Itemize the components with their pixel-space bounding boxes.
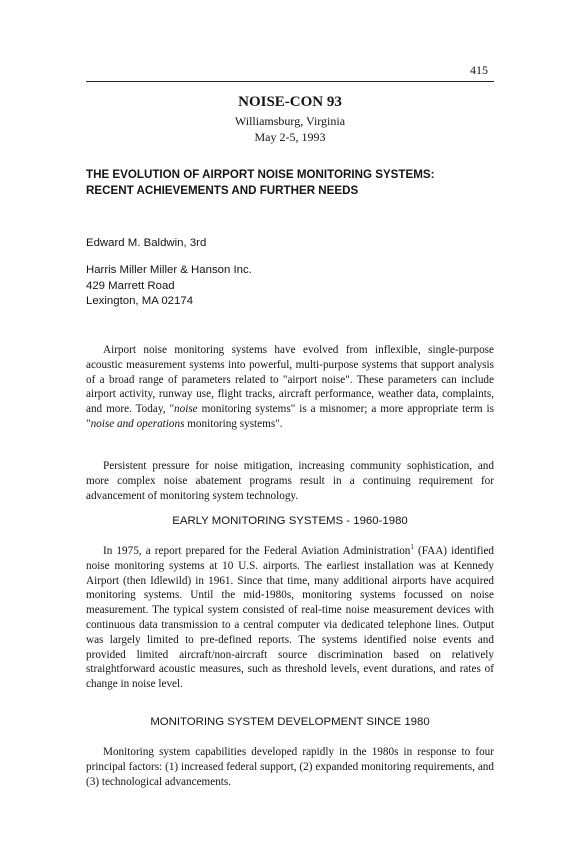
page-number: 415 <box>470 63 488 77</box>
paragraph-1-italic-noise: noise <box>174 403 198 416</box>
abstract-paragraph-1 <box>86 343 494 432</box>
affiliation-city: Lexington, MA 02174 <box>86 295 194 308</box>
section-heading-development: MONITORING SYSTEM DEVELOPMENT SINCE 1980 <box>150 716 430 728</box>
footnote-marker: 1 <box>410 543 414 551</box>
author-affiliation <box>86 263 252 310</box>
paragraph-1-mid: monitoring systems" is a misnomer; a more appropriate term is " <box>86 403 495 430</box>
section-heading-early-systems: EARLY MONITORING SYSTEMS - 1960-1980 <box>172 515 408 527</box>
paper-title <box>86 167 486 199</box>
conference-location: Williamsburg, Virginia <box>234 114 346 128</box>
paragraph-3-tail: (FAA) identified noise monitoring systems at 10 U.S. airports. The earliest installation was at Kennedy Airport (then Idlewild) in 1961. Since that time, many additional airports have acquired monitoring systems. Until the mid-1980s, monitoring systems focussed on noise measurement. The typical system consisted of real-time noise measurement devices with continuous data transmission to a central computer via dedicated telephone lines. Output was largely limited to pre-defined reports. The systems identified noise events and provided limited aircraft/non-aircraft source discrimination based on relatively straightforward acoustic measures, such as threshold levels, event durations, and rates of change in noise level. <box>86 545 495 691</box>
header-rule <box>86 81 494 82</box>
paragraph-3-lead: In 1975, a report prepared for the Federal Aviation Administration <box>103 545 411 557</box>
conference-name: NOISE-CON 93 <box>238 94 342 110</box>
paragraph-1-tail: monitoring systems". <box>184 417 283 430</box>
paragraph-1-italic-term: noise and operations <box>90 417 185 430</box>
paper-title-line-1: THE EVOLUTION OF AIRPORT NOISE MONITORING SYSTEMS: <box>86 168 435 181</box>
body-paragraph-early-systems <box>86 544 494 692</box>
abstract-paragraph-2: Persistent pressure for noise mitigation, increasing community sophistication, and more complex noise abatement programs result in a continuing requirement for advancement of monitoring system technology. <box>86 460 494 502</box>
body-paragraph-development: Monitoring system capabilities developed rapidly in the 1980s in response to four principal factors: (1) increased federal support, (2) expanded monitoring requirements, and (3) technological advancements. <box>86 746 494 788</box>
paper-title-line-2: RECENT ACHIEVEMENTS AND FURTHER NEEDS <box>86 184 359 197</box>
paragraph-1-lead: Airport noise monitoring systems have evolved from inflexible, single-purpose acoustic measurement systems into powerful, multi-purpose systems that support analysis of a broad range of parameters related to "airport noise". These parameters can include airport activity, runway use, flight tracks, aircraft performance, weather data, complaints, and more. Today, " <box>86 344 494 416</box>
affiliation-street: 429 Marrett Road <box>86 279 175 292</box>
conference-date: May 2-5, 1993 <box>254 130 326 144</box>
author-name: Edward M. Baldwin, 3rd <box>86 237 207 249</box>
affiliation-organization: Harris Miller Miller & Hanson Inc. <box>86 264 252 276</box>
